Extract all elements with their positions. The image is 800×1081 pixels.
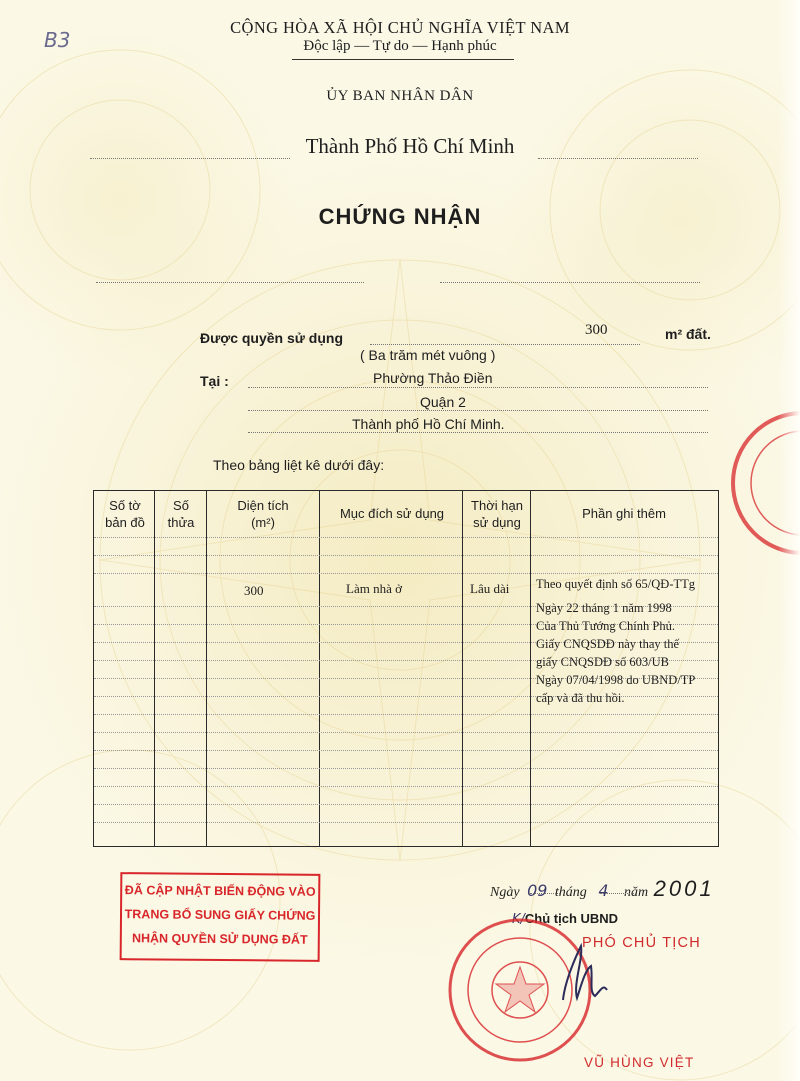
issuer-committee: ỦY BAN NHÂN DÂN bbox=[326, 88, 474, 104]
table-row-line bbox=[94, 573, 718, 574]
national-motto: Độc lập — Tự do — Hạnh phúc bbox=[303, 38, 497, 54]
country-name: CỘNG HÒA XÃ HỘI CHỦ NGHĨA VIỆT NAM bbox=[230, 18, 570, 37]
header-parcel: Số thửa bbox=[167, 498, 195, 530]
location-district: Quận 2 bbox=[420, 394, 466, 410]
table-row-line bbox=[94, 822, 718, 823]
table-column-divider bbox=[206, 491, 207, 846]
dotted-line bbox=[440, 282, 700, 283]
update-stamp bbox=[120, 872, 321, 962]
signature-prefix: K/ bbox=[512, 912, 525, 927]
table-row-line bbox=[94, 555, 718, 556]
edge-seal bbox=[728, 408, 800, 558]
signer-name: VŨ HÙNG VIỆT bbox=[584, 1055, 695, 1070]
handwritten-signature bbox=[555, 940, 615, 1010]
note-line: Của Thủ Tướng Chính Phủ. bbox=[536, 619, 675, 633]
margin-note: B3 bbox=[44, 28, 71, 52]
dotted-line bbox=[90, 158, 290, 159]
stamp-line: TRANG BỔ SUNG GIẤY CHỨNG bbox=[124, 907, 316, 923]
usage-area-words: ( Ba trăm mét vuông ) bbox=[360, 347, 496, 363]
header-area: Diện tích (m²) bbox=[237, 498, 289, 530]
motto-underline bbox=[292, 59, 514, 60]
dotted-line bbox=[96, 282, 364, 283]
location-label: Tại : bbox=[200, 373, 229, 389]
dotted-line bbox=[248, 387, 708, 388]
issuer-city: Thành Phố Hồ Chí Minh bbox=[305, 134, 515, 158]
row-term: Lâu dài bbox=[470, 581, 510, 596]
dotted-line bbox=[538, 158, 698, 159]
date-year-label: năm bbox=[624, 885, 649, 900]
stamp-line: ĐÃ CẬP NHẬT BIẾN ĐỘNG VÀO bbox=[124, 883, 316, 899]
list-intro: Theo bảng liệt kê dưới đây: bbox=[213, 457, 385, 473]
note-line: Giấy CNQSDĐ này thay thế bbox=[536, 637, 680, 651]
date-month: 4 bbox=[598, 881, 609, 900]
table-row-line bbox=[94, 786, 718, 787]
issue-date bbox=[490, 876, 715, 902]
deputy-chairman: PHÓ CHỦ TỊCH bbox=[582, 935, 701, 951]
date-month-label: tháng bbox=[554, 885, 587, 900]
note-line: giấy CNQSDĐ số 603/UB bbox=[536, 655, 669, 669]
usage-unit: m² đất. bbox=[665, 326, 711, 342]
note-line: Ngày 07/04/1998 do UBND/TP bbox=[536, 673, 696, 687]
dotted-line bbox=[248, 410, 708, 411]
dotted-line bbox=[600, 893, 636, 894]
dotted-line bbox=[248, 432, 708, 433]
location-city: Thành phố Hồ Chí Minh. bbox=[352, 416, 505, 432]
dotted-line bbox=[370, 344, 640, 345]
date-day: 09 bbox=[527, 881, 548, 900]
table-row-line bbox=[94, 750, 718, 751]
table-row-line bbox=[94, 732, 718, 733]
row-area: 300 bbox=[244, 583, 264, 598]
stamp-line: NHẬN QUYỀN SỬ DỤNG ĐẤT bbox=[131, 931, 308, 947]
table-row-line bbox=[94, 537, 718, 538]
header-map-sheet: Số tờ bản đồ bbox=[105, 498, 145, 530]
signature-title-text: Chủ tịch UBND bbox=[524, 911, 619, 926]
header-term: Thời hạn sử dụng bbox=[471, 498, 523, 530]
table-column-divider bbox=[462, 491, 463, 846]
table-row-line bbox=[94, 804, 718, 805]
table-row-line bbox=[94, 768, 718, 769]
document-title: CHỨNG NHẬN bbox=[318, 204, 482, 229]
table-row-line bbox=[94, 714, 718, 715]
location-ward: Phường Thảo Điền bbox=[373, 370, 493, 386]
dotted-line bbox=[530, 893, 560, 894]
note-line: Ngày 22 tháng 1 năm 1998 bbox=[536, 601, 672, 615]
usage-area: 300 bbox=[585, 322, 608, 338]
row-purpose: Làm nhà ở bbox=[346, 581, 402, 596]
table-column-divider bbox=[154, 491, 155, 846]
table-column-divider bbox=[319, 491, 320, 846]
usage-label: Được quyền sử dụng bbox=[200, 330, 344, 346]
table-column-divider bbox=[530, 491, 531, 846]
date-year: 2001 bbox=[653, 876, 715, 901]
date-day-label: Ngày bbox=[490, 885, 520, 900]
header-notes: Phần ghi thêm bbox=[582, 506, 666, 521]
header-purpose: Mục đích sử dụng bbox=[339, 506, 445, 521]
note-line: Theo quyết định số 65/QĐ-TTg bbox=[536, 577, 696, 591]
note-line: cấp và đã thu hồi. bbox=[536, 691, 625, 705]
